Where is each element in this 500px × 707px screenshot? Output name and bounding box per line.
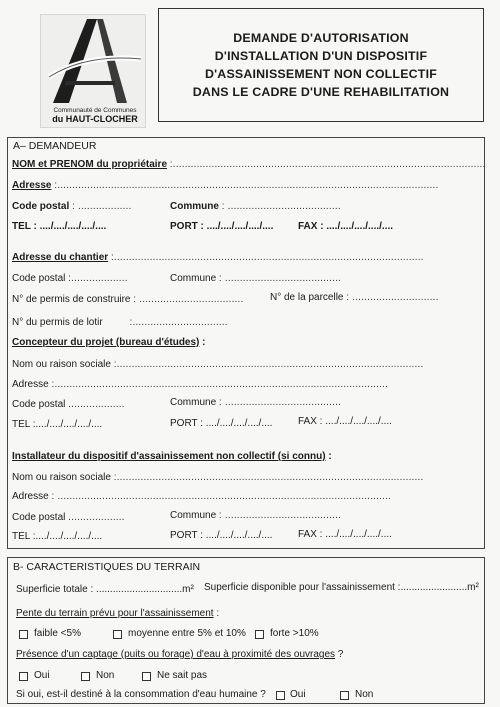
parcelle-label: N° de la parcelle	[270, 292, 344, 303]
title-line-2: D'INSTALLATION D'UN DISPOSITIF	[214, 49, 428, 63]
logo-subtitle: Communauté de Communes	[53, 107, 137, 114]
logo-emblem-icon	[41, 15, 145, 107]
pente-moyenne-label: moyenne entre 5% et 10%	[128, 628, 246, 639]
logo-name: du HAUT-CLOCHER	[52, 114, 138, 124]
owner-address-label: Adresse	[12, 180, 52, 191]
captage-non-label: Non	[96, 670, 115, 681]
superficie-dispo-field[interactable]: Superficie disponible pour l'assainissement :........................m²	[204, 582, 479, 593]
section-b-title: B- CARACTERISTIQUES DU TERRAIN	[13, 561, 201, 573]
section-terrain	[7, 557, 485, 704]
owner-fax-field[interactable]: FAX : ..../..../..../..../....	[298, 221, 394, 232]
conso-oui-label: Oui	[290, 689, 306, 700]
captage-question-mark: ?	[337, 649, 344, 660]
concepteur-port-field[interactable]: PORT : ..../..../..../..../....	[170, 418, 273, 429]
owner-cp-field[interactable]: : ..................	[72, 201, 132, 212]
captage-ne-sait-pas-label: Ne sait pas	[157, 670, 208, 681]
captage-non-checkbox[interactable]	[81, 672, 90, 681]
chantier-commune-field[interactable]: : .......................................	[218, 273, 342, 284]
concepteur-colon: :	[202, 337, 206, 348]
pente-colon: :	[216, 608, 220, 619]
concepteur-label: Concepteur du projet (bureau d'études)	[12, 337, 200, 348]
owner-name-field[interactable]: :.........................................................................................................	[169, 159, 486, 170]
owner-cp-label: Code postal	[12, 201, 70, 212]
installateur-nom-label: Nom ou raison sociale	[12, 472, 111, 483]
title-line-4: DANS LE CADRE D'UNE REHABILITATION	[192, 85, 450, 99]
captage-ne-sait-pas-checkbox[interactable]	[142, 672, 151, 681]
title-line-3: D'ASSAINISSEMENT NON COLLECTIF	[205, 67, 437, 81]
chantier-cp-label: Code postal	[12, 273, 66, 284]
concepteur-commune-field[interactable]: : .......................................	[218, 397, 342, 408]
pente-moyenne-checkbox[interactable]	[113, 630, 122, 639]
installateur-tel-field[interactable]: TEL :..../..../..../..../....	[12, 531, 103, 542]
permis-label: N° de permis de construire	[12, 294, 131, 305]
captage-oui-checkbox[interactable]	[19, 672, 28, 681]
installateur-label: Installateur du dispositif d'assainissement non collectif (si connu)	[12, 451, 326, 462]
concepteur-fax-field[interactable]: FAX : ..../..../..../..../....	[298, 416, 392, 427]
pente-faible-label: faible <5%	[34, 628, 81, 639]
section-a-title: A– DEMANDEUR	[13, 140, 97, 152]
concepteur-commune-label: Commune	[170, 397, 217, 408]
owner-port-field[interactable]: PORT : ..../..../..../..../....	[170, 221, 274, 232]
owner-commune-field[interactable]: : ......................................	[221, 201, 341, 212]
concepteur-cp-label: Code postal	[12, 399, 66, 410]
chantier-cp-field[interactable]: :...................	[68, 273, 128, 284]
installateur-port-field[interactable]: PORT : ..../..../..../..../....	[170, 530, 273, 541]
installateur-cp-label: Code postal	[12, 512, 66, 523]
conso-label: Si oui, est-il destiné à la consommation d'eau humaine ?	[16, 689, 266, 700]
pente-label: Pente du terrain prévu pour l'assainissement	[16, 608, 214, 619]
conso-non-checkbox[interactable]	[340, 691, 349, 700]
permis-field[interactable]: : ...................................	[133, 294, 244, 305]
parcelle-field[interactable]: : .............................	[346, 292, 439, 303]
pente-forte-label: forte >10%	[270, 628, 319, 639]
captage-oui-label: Oui	[34, 670, 50, 681]
pente-faible-checkbox[interactable]	[19, 630, 28, 639]
owner-name-label: NOM et PRENOM du propriétaire	[12, 159, 168, 170]
lotir-label: N° du permis de lotir	[12, 317, 103, 328]
installateur-commune-field[interactable]: : .......................................	[218, 510, 342, 521]
installateur-fax-field[interactable]: FAX : ..../..../..../..../....	[298, 529, 392, 540]
installateur-adresse-label: Adresse	[12, 491, 49, 502]
concepteur-adresse-label: Adresse	[12, 379, 49, 390]
logo	[40, 14, 146, 128]
concepteur-cp-field[interactable]: ...................	[68, 399, 125, 410]
concepteur-tel-field[interactable]: TEL :..../..../..../..../....	[12, 419, 103, 430]
superficie-totale-field[interactable]: Superficie totale : ...............................m²	[16, 584, 194, 595]
chantier-address-label: Adresse du chantier	[12, 252, 109, 263]
concepteur-adresse-field[interactable]: :................................................................................................................	[51, 379, 389, 390]
owner-commune-label: Commune	[170, 201, 219, 212]
owner-address-field[interactable]: :................................................................................................................................	[54, 180, 439, 191]
concepteur-nom-field[interactable]: :.......................................................................................................	[113, 359, 424, 370]
concepteur-nom-label: Nom ou raison sociale	[12, 359, 111, 370]
owner-tel-field[interactable]: TEL : ..../..../..../..../....	[12, 221, 107, 232]
chantier-commune-label: Commune	[170, 273, 217, 284]
lotir-field[interactable]: :................................	[129, 317, 228, 328]
installateur-colon: :	[328, 451, 332, 462]
conso-oui-checkbox[interactable]	[276, 691, 285, 700]
chantier-address-field[interactable]: :........................................................................................................	[110, 252, 424, 263]
installateur-nom-field[interactable]: :.......................................................................................................	[113, 472, 424, 483]
form-title-box	[158, 8, 484, 122]
installateur-cp-field[interactable]: ...................	[68, 512, 125, 523]
title-line-1: DEMANDE D'AUTORISATION	[233, 31, 409, 45]
installateur-adresse-field[interactable]: : ................................................................................................................	[51, 491, 391, 502]
captage-label: Présence d'un captage (puits ou forage) d'eau à proximité des ouvrages	[16, 649, 336, 660]
conso-non-label: Non	[355, 689, 374, 700]
section-demandeur	[7, 137, 485, 549]
pente-forte-checkbox[interactable]	[255, 630, 264, 639]
installateur-commune-label: Commune	[170, 510, 217, 521]
